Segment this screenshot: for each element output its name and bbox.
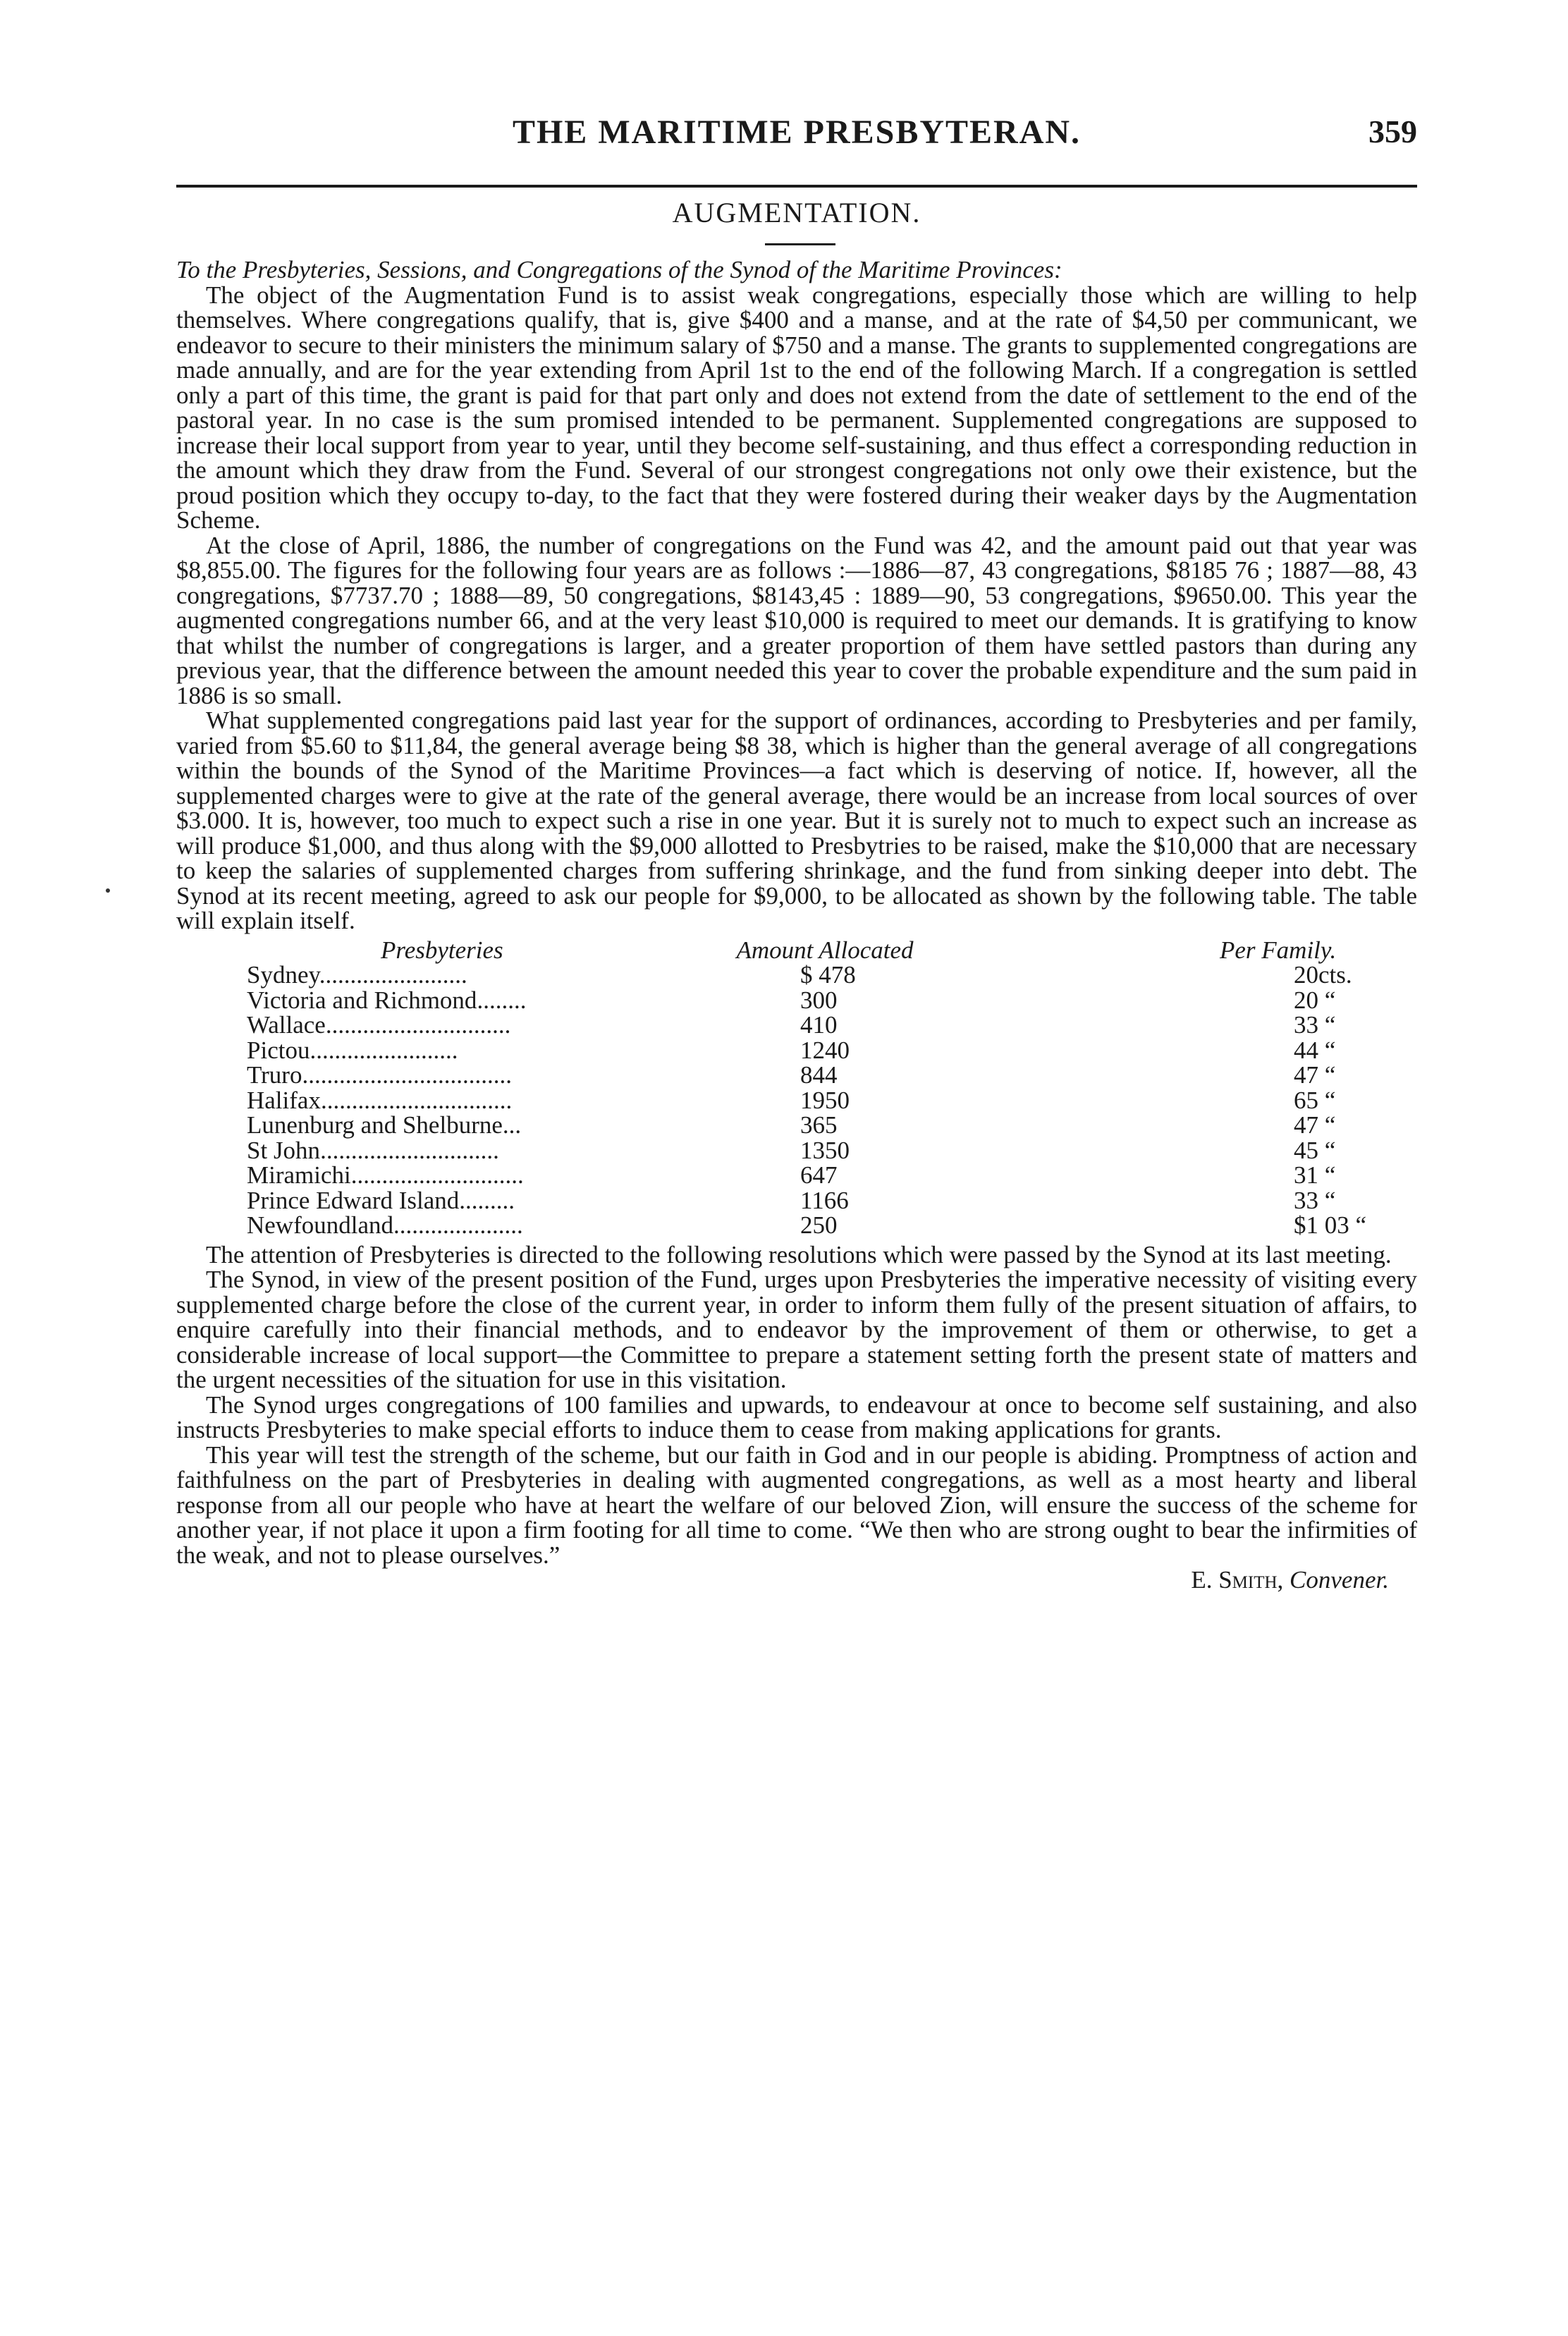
amount-cell: 647	[800, 1161, 838, 1189]
table-row	[176, 1038, 1417, 1063]
table-row	[176, 1213, 1417, 1238]
table-row	[176, 1188, 1417, 1213]
paragraph: What supplemented congregations paid last year for the support of ordinances, according to Presbyteries and per family, varied from $5.60 to $11,84, the general average being $8 38, which is higher than the general average of all congregations within the bounds of the Synod of the Maritime Provinces—a fact which is deserving of notice. If, however, all the supplemented charges were to give at the rate of the general average, there would be an increase from local sources of over $3.000. It is, however, too much to expect such a rise in one year. But it is surely not to much to expect such an increase as will produce $1,000, and thus along with the $9,000 allotted to Presbytries to be raised, make the $10,000 that are necessary to keep the salaries of supplemented charges from suffering shrinkage, and the fund from sinking deeper into debt. The Synod at its recent meeting, agreed to ask our people for $9,000, to be allocated as shown by the following table. The table will explain itself.	[176, 707, 1417, 934]
signature	[176, 1567, 1417, 1593]
per-family-cell: 33 “	[1294, 1011, 1336, 1039]
presbytery-name: St John	[247, 1136, 321, 1164]
salutation: To the Presbyteries, Sessions, and Congregations of the Synod of the Maritime Provinces:	[176, 256, 1062, 283]
table-row	[176, 1163, 1417, 1188]
presbytery-cell	[176, 1038, 684, 1063]
dot-leader: ........................	[310, 1036, 458, 1064]
per-family-cell: 44 “	[1294, 1036, 1336, 1064]
presbytery-name: Victoria and Richmond	[247, 986, 477, 1014]
presbytery-cell	[176, 962, 684, 988]
presbytery-cell	[176, 988, 684, 1013]
per-family-cell: 20 “	[1294, 986, 1336, 1014]
presbytery-name: Miramichi	[247, 1161, 351, 1189]
dot-leader: .........	[459, 1186, 515, 1214]
section-title: AUGMENTATION.	[672, 197, 921, 228]
dot-leader: ..............................	[325, 1011, 511, 1039]
amount-cell: 365	[800, 1111, 838, 1139]
presbytery-cell	[176, 1088, 684, 1113]
dot-leader: .............................	[320, 1136, 499, 1164]
presbytery-name: Halifax	[247, 1086, 321, 1114]
amount-cell: $ 478	[800, 961, 856, 989]
amount-cell: 410	[800, 1011, 838, 1039]
column-header-amount: Amount Allocated	[736, 936, 914, 964]
paragraph: This year will test the strength of the scheme, but our faith in God and in our people is abiding. Promptness of action and faithfulness on the part of Presbyteries in dealing with augmented congregations, as well as a most hearty and liberal response from all our people who have at heart the welfare of our beloved Zion, will ensure the success of the scheme for another year, if not place it upon a firm footing for all time to come. “We then who are strong ought to bear the infirmities of the weak, and not to please ourselves.”	[176, 1441, 1417, 1569]
dot-leader: .....................	[393, 1211, 523, 1239]
page-number: 359	[1368, 114, 1417, 149]
title-rule	[765, 243, 835, 245]
amount-cell: 1166	[800, 1186, 849, 1214]
presbytery-cell	[176, 1138, 684, 1163]
per-family-cell: 31 “	[1294, 1161, 1336, 1189]
amount-cell: 300	[800, 986, 838, 1014]
paragraph: The Synod urges congregations of 100 families and upwards, to endeavour at once to become self sustaining, and also instructs Presbyteries to make special efforts to induce them to cease from making applications for grants.	[176, 1390, 1417, 1443]
header-rule	[176, 185, 1417, 188]
table-body	[176, 962, 1417, 1238]
column-header-per-family: Per Family.	[1220, 936, 1337, 964]
presbytery-cell	[176, 1063, 684, 1088]
table-row	[176, 1088, 1417, 1113]
margin-mark	[106, 888, 110, 893]
presbytery-name: Prince Edward Island	[247, 1186, 460, 1214]
table-row	[176, 1063, 1417, 1088]
table-row	[176, 1013, 1417, 1038]
table-row	[176, 1113, 1417, 1138]
per-family-cell: 33 “	[1294, 1186, 1336, 1214]
allocation-table	[176, 938, 1417, 1238]
running-title: THE MARITIME PRESBYTERAN.	[512, 114, 1082, 151]
presbytery-cell	[176, 1163, 684, 1188]
presbytery-name: Sydney	[247, 961, 319, 989]
presbytery-name: Truro	[247, 1061, 302, 1089]
table-row	[176, 988, 1417, 1013]
presbytery-name: Pictou	[247, 1036, 310, 1064]
table-row	[176, 1138, 1417, 1163]
presbytery-name: Lunenburg and Shelburne	[247, 1111, 503, 1139]
per-family-cell: 65 “	[1294, 1086, 1336, 1114]
paragraph: The Synod, in view of the present position of the Fund, urges upon Presbyteries the imperative necessity of visiting every supplemented charge before the close of the current year, in order to inform them fully of the present situation of affairs, to enquire carefully into their financial methods, and to endeavor by the improvement of them or otherwise, to get a considerable increase of local support—the Committee to prepare a statement setting forth the present state of matters and the urgent necessities of the situation for use in this visitation.	[176, 1266, 1417, 1393]
table-row	[176, 962, 1417, 988]
table-header	[176, 938, 1417, 963]
per-family-cell: 47 “	[1294, 1061, 1336, 1089]
amount-cell: 1950	[800, 1086, 850, 1114]
presbytery-name: Newfoundland	[247, 1211, 394, 1239]
signature-title: Convener.	[1290, 1566, 1389, 1594]
dot-leader: ...............................	[320, 1086, 513, 1114]
signature-name: E. Smith,	[1191, 1566, 1284, 1594]
per-family-cell: $1 03 “	[1294, 1211, 1367, 1239]
dot-leader: ...	[502, 1111, 522, 1139]
presbytery-cell	[176, 1213, 684, 1238]
article-body	[176, 257, 1417, 1593]
dot-leader: ..................................	[302, 1061, 512, 1089]
column-header-presbyteries: Presbyteries	[381, 936, 503, 964]
paragraph: The attention of Presbyteries is directed to the following resolutions which were passed by the Synod at its last meeting.	[206, 1240, 1392, 1268]
paragraph: The object of the Augmentation Fund is to assist weak congregations, especially those which are willing to help themselves. Where congregations qualify, that is, give $400 and a manse, and at the rate of $4,50 per communicant, we endeavor to secure to their ministers the minimum salary of $750 and a manse. The grants to supplemented congregations are made annually, and are for the year extending from April 1st to the end of the following March. If a congregation is settled only a part of this time, the grant is paid for that part only and does not extend from the date of settlement to the end of the pastoral year. In no case is the sum promised intended to be permanent. Supplemented congregations are supposed to increase their local support from year to year, until they become self-sustaining, and thus effect a corresponding reduction in the amount which they draw from the Fund. Several of our strongest congregations not only owe their existence, but the proud position which they occupy to-day, to the fact that they were fostered during their weaker days by the Augmentation Scheme.	[176, 281, 1417, 534]
paragraph: At the close of April, 1886, the number of congregations on the Fund was 42, and the amount paid out that year was $8,855.00. The figures for the following four years are as follows :—1886—87, 43 congregations, $8185 76 ; 1887—88, 43 congregations, $7737.70 ; 1888—89, 50 congregations, $8143,45 : 1889—90, 53 congregations, $9650.00. This year the augmented congregations number 66, and at the very least $10,000 is required to meet our demands. It is gratifying to know that whilst the number of congregations is larger, and a greater proportion of them have settled pastors than during any previous year, that the difference between the amount needed this year to cover the probable expenditure and the sum paid in 1886 is so small.	[176, 531, 1417, 709]
amount-cell: 250	[800, 1211, 838, 1239]
presbytery-cell	[176, 1113, 684, 1138]
presbytery-cell	[176, 1013, 684, 1038]
per-family-cell: 45 “	[1294, 1136, 1336, 1164]
dot-leader: ............................	[350, 1161, 524, 1189]
dot-leader: ........	[477, 986, 527, 1014]
amount-cell: 1350	[800, 1136, 850, 1164]
per-family-cell: 20cts.	[1294, 961, 1352, 989]
page-header	[176, 113, 1417, 162]
amount-cell: 1240	[800, 1036, 850, 1064]
per-family-cell: 47 “	[1294, 1111, 1336, 1139]
amount-cell: 844	[800, 1061, 838, 1089]
dot-leader: ........................	[319, 961, 467, 989]
presbytery-cell	[176, 1188, 684, 1213]
presbytery-name: Wallace	[247, 1011, 326, 1039]
